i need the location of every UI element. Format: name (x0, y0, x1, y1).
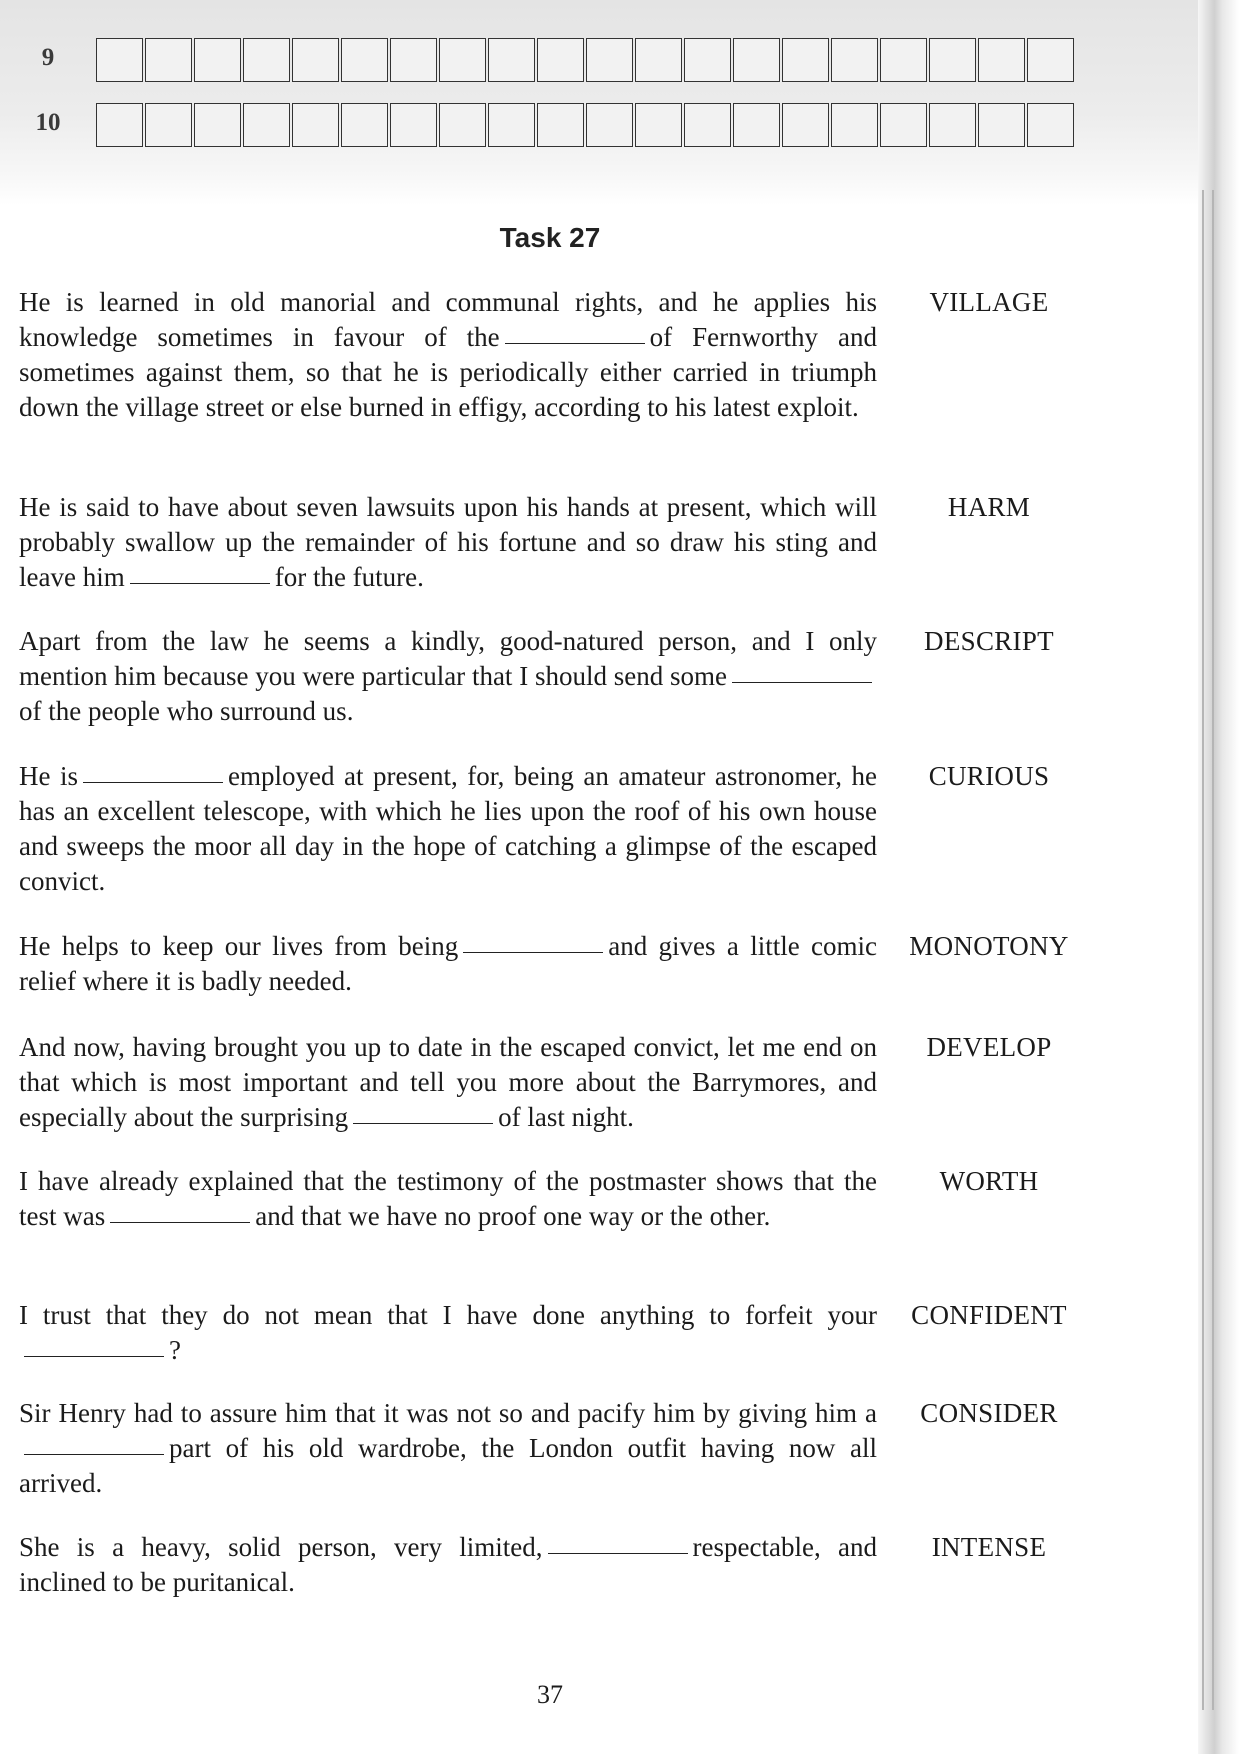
answer-blank[interactable] (130, 582, 270, 584)
item-text: He is employed at present, for, being an amateur astronomer, he has an excellent telescope, with which he lies upon the roof of his own house and sweeps the moor all day in the hope of catching a glimpse of the escaped convict. (19, 761, 877, 896)
exercise-item (19, 624, 1119, 729)
answer-cell[interactable] (782, 103, 829, 147)
answer-cell[interactable] (978, 38, 1025, 82)
prompt-word: CURIOUS (928, 761, 1050, 791)
answer-cell[interactable] (880, 103, 927, 147)
prompt-word: INTENSE (931, 1532, 1047, 1562)
item-text: Sir Henry had to assure him that it was not so and pacify him by giving him apart of his old wardrobe, the London outfit having now all arrived. (19, 1398, 877, 1498)
exercise-item (19, 1298, 1119, 1368)
answer-cells (96, 103, 1076, 147)
prompt-word: DEVELOP (926, 1032, 1052, 1062)
scan-edge-line (1202, 190, 1204, 1710)
page-number: 37 (537, 1680, 563, 1709)
answer-cell[interactable] (145, 38, 192, 82)
answer-cells (96, 38, 1076, 82)
item-text: Apart from the law he seems a kindly, good-natured person, and I only mention him because you were particular that I should send someof the people who surround us. (19, 626, 877, 726)
exercise-item (19, 1164, 1119, 1234)
prompt-word: DESCRIPT (924, 626, 1054, 656)
answer-cell[interactable] (488, 103, 535, 147)
answer-cell[interactable] (733, 38, 780, 82)
item-text: He helps to keep our lives from being and gives a little comic relief where it is badly needed. (19, 931, 877, 996)
answer-cell[interactable] (733, 103, 780, 147)
answer-cell[interactable] (292, 38, 339, 82)
prompt-word: VILLAGE (929, 287, 1049, 317)
exercise-item (19, 490, 1119, 595)
answer-cell[interactable] (96, 38, 143, 82)
answer-cell[interactable] (831, 38, 878, 82)
scan-page-edge (1198, 0, 1239, 1754)
answer-row-number: 9 (41, 44, 55, 71)
answer-cell[interactable] (390, 38, 437, 82)
item-text: And now, having brought you up to date in the escaped convict, let me end on that which is most important and tell you more about the Barrymores, and especially about the surprising of last night. (19, 1032, 877, 1132)
exercise-item (19, 1396, 1119, 1501)
item-text: I have already explained that the testimony of the postmaster shows that the test was and that we have no proof one way or the other. (19, 1166, 877, 1231)
answer-cell[interactable] (194, 103, 241, 147)
exercise-item (19, 929, 1119, 999)
answer-cell[interactable] (929, 38, 976, 82)
answer-cell[interactable] (831, 103, 878, 147)
exercise-item (19, 1530, 1119, 1600)
answer-cell[interactable] (439, 38, 486, 82)
answer-cell[interactable] (684, 38, 731, 82)
answer-blank[interactable] (24, 1453, 164, 1455)
item-text: He is said to have about seven lawsuits upon his hands at present, which will probably swallow up the remainder of his fortune and so draw his sting and leave him for the future. (19, 492, 877, 592)
answer-blank[interactable] (732, 681, 872, 683)
answer-cell[interactable] (1027, 38, 1074, 82)
answer-cell[interactable] (537, 38, 584, 82)
item-text: She is a heavy, solid person, very limited, respectable, and inclined to be puritanical. (19, 1532, 878, 1597)
answer-cell[interactable] (390, 103, 437, 147)
exercise-item (19, 759, 1119, 899)
answer-cell[interactable] (635, 103, 682, 147)
answer-cell[interactable] (341, 38, 388, 82)
answer-cell[interactable] (341, 103, 388, 147)
item-text: I trust that they do not mean that I have done anything to forfeit your? (19, 1300, 877, 1365)
answer-cell[interactable] (145, 103, 192, 147)
answer-row-number: 10 (35, 109, 61, 136)
answer-cell[interactable] (1027, 103, 1074, 147)
exercise-item (19, 1030, 1119, 1135)
task-title: Task 27 (499, 222, 601, 253)
answer-blank[interactable] (110, 1221, 250, 1223)
answer-cell[interactable] (586, 38, 633, 82)
answer-blank[interactable] (548, 1552, 688, 1554)
answer-cell[interactable] (929, 103, 976, 147)
answer-blank[interactable] (83, 781, 223, 783)
answer-blank[interactable] (353, 1122, 493, 1124)
answer-cell[interactable] (243, 103, 290, 147)
scan-edge-line (1212, 190, 1214, 1710)
answer-cell[interactable] (782, 38, 829, 82)
answer-cell[interactable] (292, 103, 339, 147)
prompt-word: HARM (947, 492, 1031, 522)
answer-cell[interactable] (243, 38, 290, 82)
answer-cell[interactable] (439, 103, 486, 147)
answer-cell[interactable] (488, 38, 535, 82)
prompt-word: MONOTONY (909, 931, 1069, 961)
item-text: He is learned in old manorial and communal rights, and he applies his knowledge sometimes in favour of the of Fernworthy and sometimes against them, so that he is periodically either carried in triumph down the village street or else burned in effigy, according to his latest exploit. (19, 287, 877, 422)
answer-cell[interactable] (978, 103, 1025, 147)
answer-cell[interactable] (194, 38, 241, 82)
prompt-word: CONSIDER (920, 1398, 1058, 1428)
answer-cell[interactable] (586, 103, 633, 147)
answer-cell[interactable] (880, 38, 927, 82)
answer-blank[interactable] (505, 342, 645, 344)
answer-blank[interactable] (463, 951, 603, 953)
prompt-word: CONFIDENT (911, 1300, 1067, 1330)
prompt-word: WORTH (939, 1166, 1039, 1196)
answer-cell[interactable] (537, 103, 584, 147)
answer-cell[interactable] (684, 103, 731, 147)
answer-blank[interactable] (24, 1355, 164, 1357)
answer-cell[interactable] (635, 38, 682, 82)
answer-cell[interactable] (96, 103, 143, 147)
exercise-item (19, 285, 1119, 425)
